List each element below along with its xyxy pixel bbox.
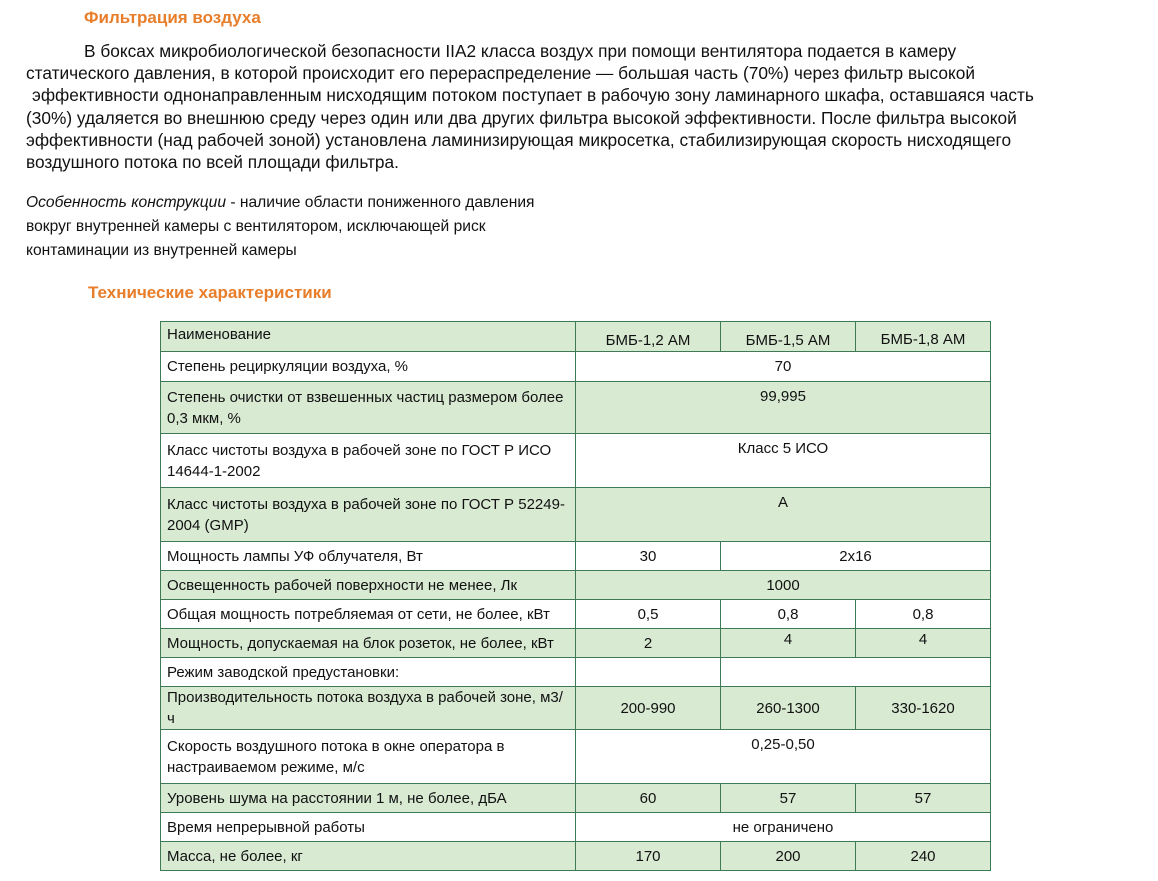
- row-label: Класс чистоты воздуха в рабочей зоне по ГОСТ Р 52249-2004 (GMP): [161, 488, 576, 542]
- row-label: Класс чистоты воздуха в рабочей зоне по ГОСТ Р ИСО 14644-1-2002: [161, 434, 576, 488]
- row-value: 330-1620: [856, 687, 991, 730]
- table-row: [161, 730, 991, 784]
- row-value: 4: [856, 629, 991, 658]
- row-value: 57: [721, 784, 856, 813]
- row-value: 2х16: [721, 542, 991, 571]
- row-value: 70: [576, 352, 991, 382]
- table-row: [161, 813, 991, 842]
- table-row: [161, 600, 991, 629]
- header-model-3: БМБ-1,8 АМ: [856, 322, 991, 352]
- row-label: Освещенность рабочей поверхности не менее, Лк: [161, 571, 576, 600]
- table-row: [161, 542, 991, 571]
- row-label: Степень рециркуляции воздуха, %: [161, 352, 576, 382]
- row-value: А: [576, 488, 991, 542]
- paragraph-line: эффективности (над рабочей зоной) установлена ламинизирующая микросетка, стабилизирующая скорость нисходящего: [26, 129, 1012, 150]
- table-row: [161, 352, 991, 382]
- row-label: Уровень шума на расстоянии 1 м, не более, дБА: [161, 784, 576, 813]
- row-value: 99,995: [576, 382, 991, 434]
- row-value: 170: [576, 842, 721, 871]
- row-value: 260-1300: [721, 687, 856, 730]
- row-value: не ограничено: [576, 813, 991, 842]
- row-value: 4: [721, 629, 856, 658]
- note-line: контаминации из внутренней камеры: [26, 242, 297, 259]
- section-heading-specs: Технические характеристики: [88, 283, 332, 302]
- row-value: 240: [856, 842, 991, 871]
- row-value: 30: [576, 542, 721, 571]
- header-model-1: БМБ-1,2 АМ: [576, 322, 721, 352]
- row-value: [721, 658, 991, 687]
- row-label: Скорость воздушного потока в окне оператора в настраиваемом режиме, м/с: [161, 730, 576, 784]
- table-row: [161, 687, 991, 730]
- table-header-row: [161, 322, 991, 352]
- design-feature-note: [26, 191, 566, 263]
- header-name-cell: Наименование: [161, 322, 576, 352]
- row-value: 57: [856, 784, 991, 813]
- table-row: [161, 434, 991, 488]
- row-label: Мощность лампы УФ облучателя, Вт: [161, 542, 576, 571]
- row-label: Время непрерывной работы: [161, 813, 576, 842]
- paragraph-line: эффективности однонаправленным нисходящим потоком поступает в рабочую зону ламинарного шкафа, оставшаяся часть: [32, 85, 1034, 106]
- table-row: [161, 658, 991, 687]
- row-label: Общая мощность потребляемая от сети, не более, кВт: [161, 600, 576, 629]
- row-value: 200: [721, 842, 856, 871]
- row-value: 0,8: [856, 600, 991, 629]
- paragraph-line: статического давления, в которой происходит его перераспределение — большая часть (70%) через фильтр высокой: [26, 63, 976, 84]
- air-filtration-paragraph: [26, 40, 1138, 173]
- table-row: [161, 629, 991, 658]
- row-value: 200-990: [576, 687, 721, 730]
- paragraph-line: В боксах микробиологической безопасности IIA2 класса воздух при помощи вентилятора подается в камеру: [84, 41, 957, 61]
- row-label: Степень очистки от взвешенных частиц размером более 0,3 мкм, %: [161, 382, 576, 434]
- row-value: 0,5: [576, 600, 721, 629]
- table-row: [161, 571, 991, 600]
- paragraph-line: (30%) удаляется во внешнюю среду через один или два других фильтра высокой эффективности. После фильтра высокой: [26, 107, 1017, 128]
- row-value: 2: [576, 629, 721, 658]
- note-line: - наличие области пониженного давления: [226, 194, 535, 211]
- spec-table: [160, 321, 991, 871]
- row-value: Класс 5 ИСО: [576, 434, 991, 488]
- table-row: [161, 784, 991, 813]
- table-row: [161, 488, 991, 542]
- row-label: Производительность потока воздуха в рабочей зоне, м3/ч: [161, 687, 576, 730]
- design-feature-label: Особенность конструкции: [26, 194, 227, 211]
- note-line: вокруг внутренней камеры с вентилятором, исключающей риск: [26, 218, 486, 235]
- row-value: 60: [576, 784, 721, 813]
- row-label: Мощность, допускаемая на блок розеток, не более, кВт: [161, 629, 576, 658]
- section-heading-air-filtration: Фильтрация воздуха: [84, 8, 261, 27]
- row-label: Режим заводской предустановки:: [161, 658, 576, 687]
- table-row: [161, 842, 991, 871]
- row-value: [576, 658, 721, 687]
- paragraph-line: воздушного потока по всей площади фильтра.: [26, 152, 399, 173]
- row-value: 0,8: [721, 600, 856, 629]
- row-label: Масса, не более, кг: [161, 842, 576, 871]
- row-value: 0,25-0,50: [576, 730, 991, 784]
- table-row: [161, 382, 991, 434]
- header-model-2: БМБ-1,5 АМ: [721, 322, 856, 352]
- row-value: 1000: [576, 571, 991, 600]
